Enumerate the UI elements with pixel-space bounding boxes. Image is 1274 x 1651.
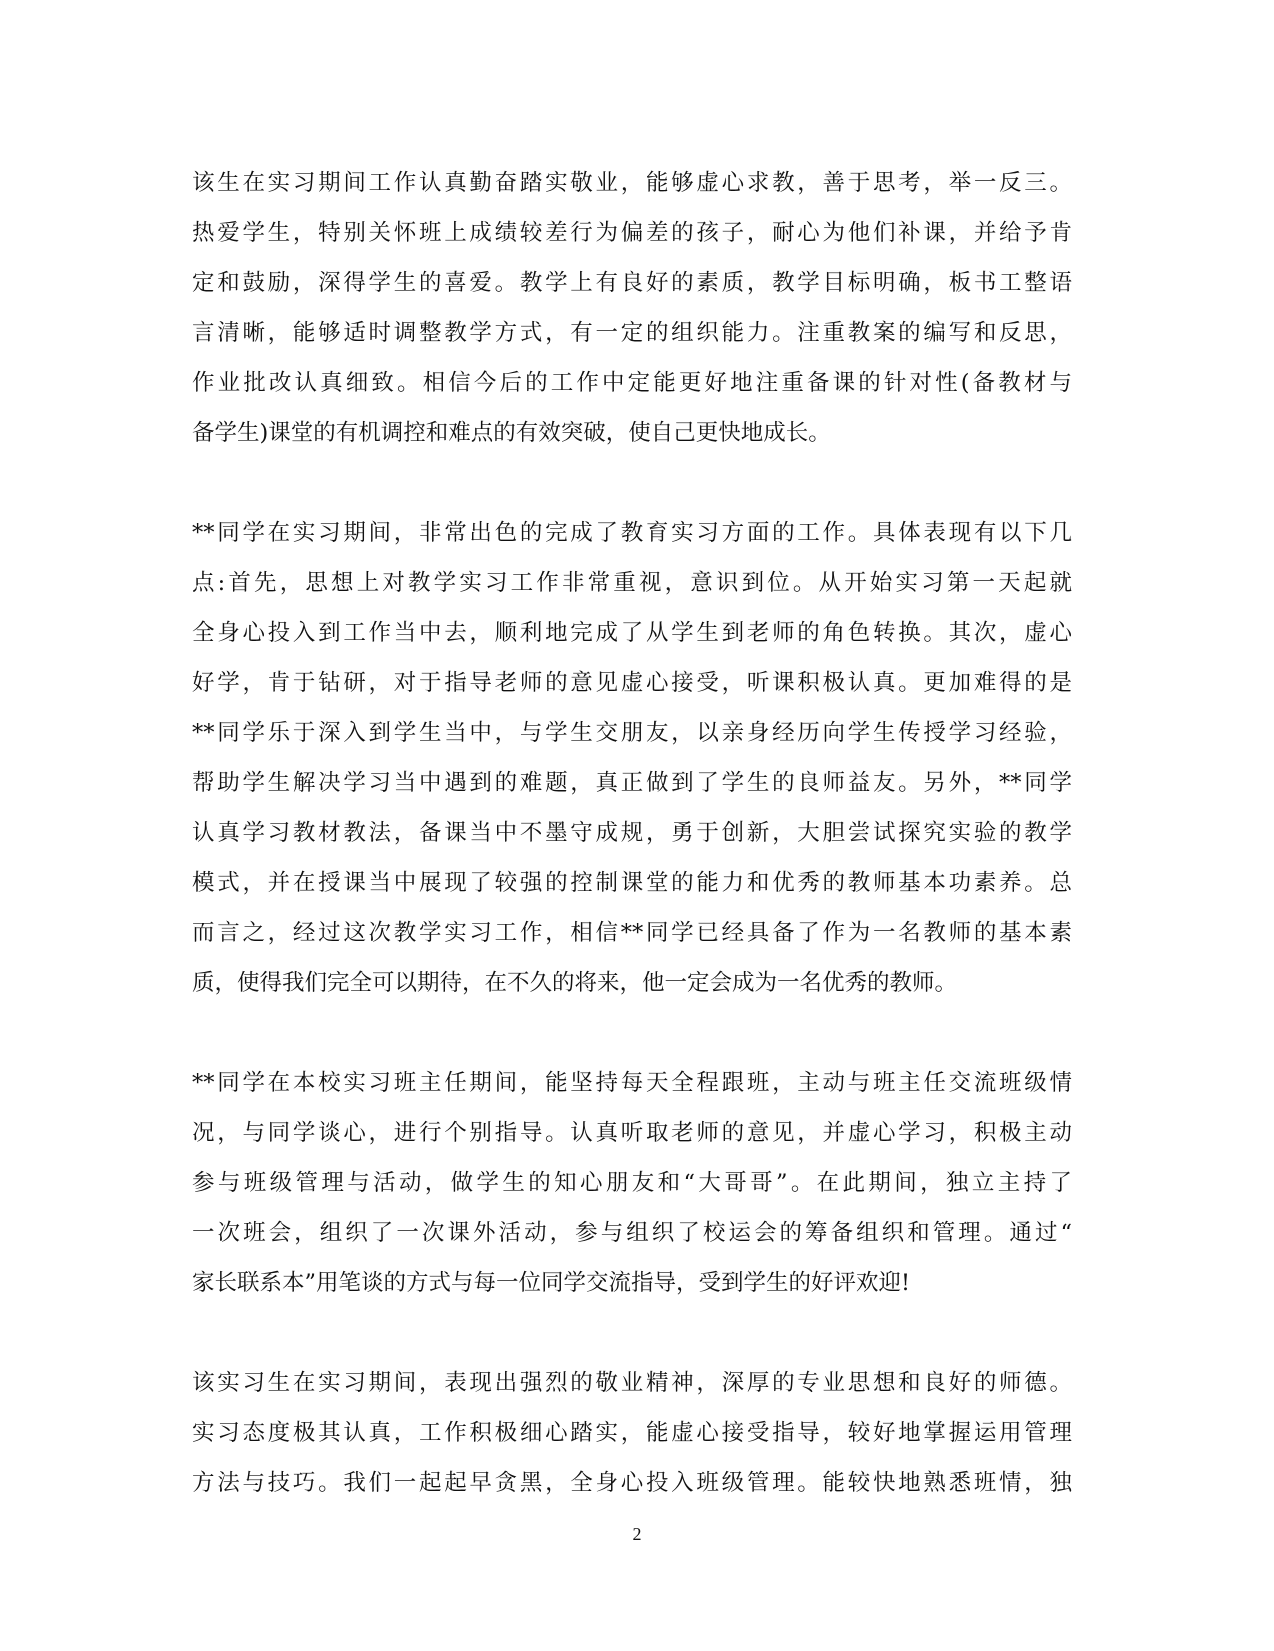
paragraph-1 <box>192 158 1072 458</box>
paragraph-gap <box>192 1008 1072 1058</box>
text-line: **同学在本校实习班主任期间，能坚持每天全程跟班，主动与班主任交流班级情 <box>192 1070 1072 1096</box>
text-line: 方法与技巧。我们一起起早贪黑，全身心投入班级管理。能较快地熟悉班情，独 <box>192 1470 1072 1496</box>
text-line: 模式，并在授课当中展现了较强的控制课堂的能力和优秀的教师基本功素养。总 <box>192 870 1072 896</box>
text-line: 备学生)课堂的有机调控和难点的有效突破，使自己更快地成长。 <box>192 420 831 446</box>
text-line: 点:首先，思想上对教学实习工作非常重视，意识到位。从开始实习第一天起就 <box>192 570 1072 596</box>
text-line: 实习态度极其认真，工作积极细心踏实，能虚心接受指导，较好地掌握运用管理 <box>192 1420 1072 1446</box>
text-line: 定和鼓励，深得学生的喜爱。教学上有良好的素质，教学目标明确，板书工整语 <box>192 270 1072 296</box>
text-line: 而言之，经过这次教学实习工作，相信**同学已经具备了作为一名教师的基本素 <box>192 920 1072 946</box>
paragraph-4 <box>192 1358 1072 1508</box>
text-line: 一次班会，组织了一次课外活动，参与组织了校运会的筹备组织和管理。通过“ <box>192 1220 1072 1246</box>
text-line: 全身心投入到工作当中去，顺利地完成了从学生到老师的角色转换。其次，虚心 <box>192 620 1072 646</box>
text-line: 帮助学生解决学习当中遇到的难题，真正做到了学生的良师益友。另外，**同学 <box>192 770 1072 796</box>
paragraph-2 <box>192 508 1072 1008</box>
text-line: 质，使得我们完全可以期待，在不久的将来，他一定会成为一名优秀的教师。 <box>192 970 958 996</box>
text-line: 况，与同学谈心，进行个别指导。认真听取老师的意见，并虚心学习，积极主动 <box>192 1120 1072 1146</box>
paragraph-gap <box>192 1308 1072 1358</box>
text-line: **同学在实习期间，非常出色的完成了教育实习方面的工作。具体表现有以下几 <box>192 520 1072 546</box>
page-number: 2 <box>632 1524 642 1544</box>
text-line: 作业批改认真细致。相信今后的工作中定能更好地注重备课的针对性(备教材与 <box>192 370 1072 396</box>
document-body <box>192 158 1072 1508</box>
text-line: 参与班级管理与活动，做学生的知心朋友和“大哥哥”。在此期间，独立主持了 <box>192 1170 1072 1196</box>
text-line: 认真学习教材教法，备课当中不墨守成规，勇于创新，大胆尝试探究实验的教学 <box>192 820 1072 846</box>
text-line: 好学，肯于钻研，对于指导老师的意见虚心接受，听课积极认真。更加难得的是 <box>192 670 1072 696</box>
text-line: 该实习生在实习期间，表现出强烈的敬业精神，深厚的专业思想和良好的师德。 <box>192 1370 1072 1396</box>
paragraph-gap <box>192 458 1072 508</box>
text-line: 言清晰，能够适时调整教学方式，有一定的组织能力。注重教案的编写和反思， <box>192 320 1072 346</box>
text-line: 热爱学生，特别关怀班上成绩较差行为偏差的孩子，耐心为他们补课，并给予肯 <box>192 220 1072 246</box>
paragraph-3 <box>192 1058 1072 1308</box>
text-line: 该生在实习期间工作认真勤奋踏实敬业，能够虚心求教，善于思考，举一反三。 <box>192 170 1072 196</box>
text-line: **同学乐于深入到学生当中，与学生交朋友，以亲身经历向学生传授学习经验， <box>192 720 1072 746</box>
text-line: 家长联系本”用笔谈的方式与每一位同学交流指导，受到学生的好评欢迎! <box>192 1270 911 1296</box>
